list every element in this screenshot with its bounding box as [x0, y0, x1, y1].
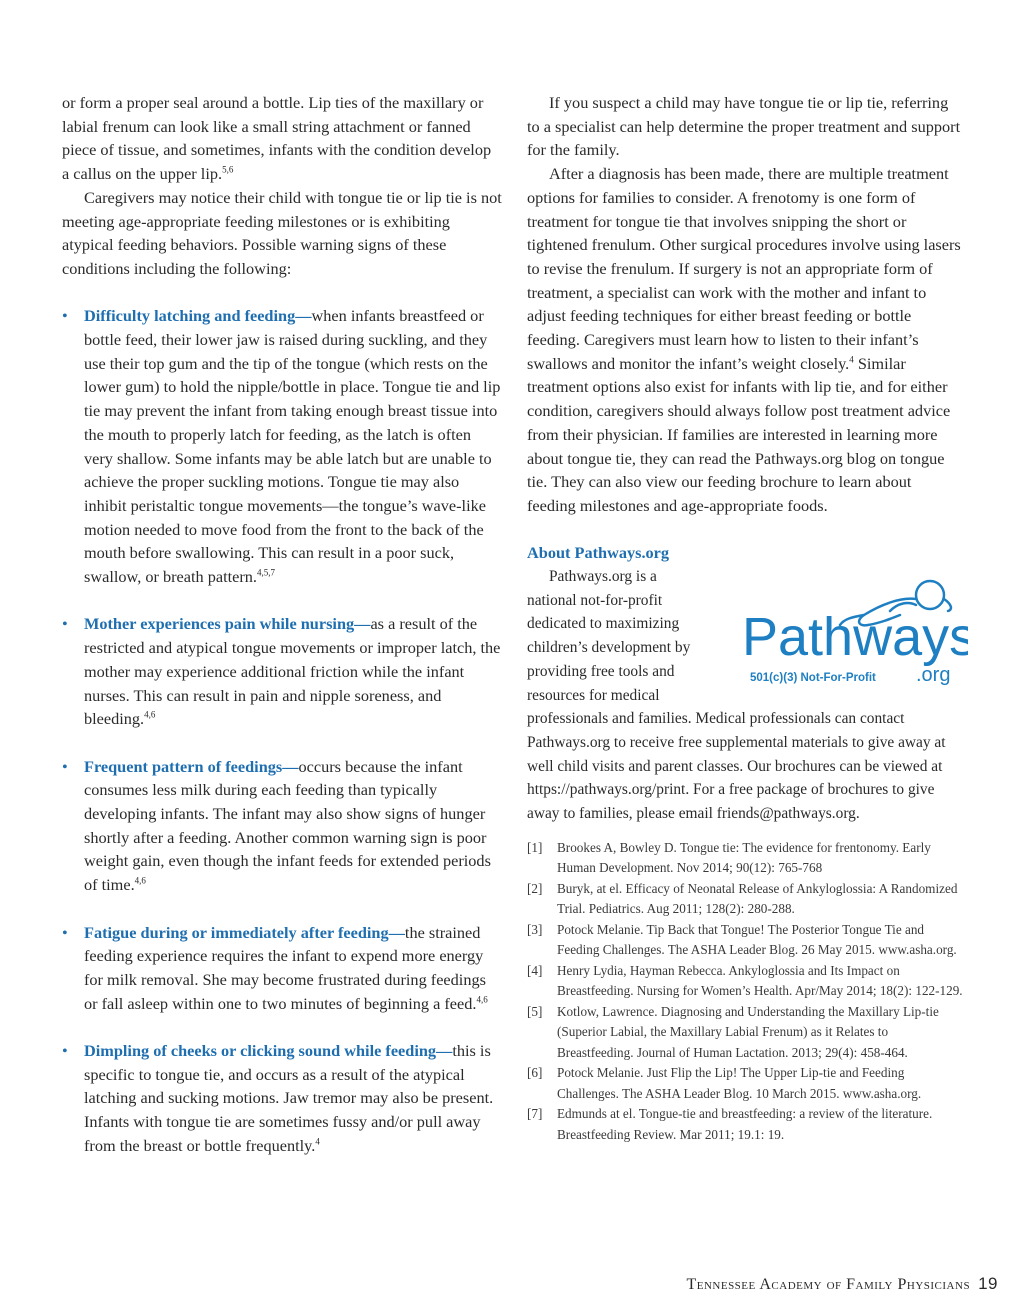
reference-item: [6] Potock Melanie. Just Flip the Lip! The Upper Lip-tie and Feeding Challenges. The ASHA Leader Blog. 10 March 2015. www.asha.org. — [527, 1065, 922, 1101]
paragraph-specialist: If you suspect a child may have tongue tie or lip tie, referring to a specialist can help determine the proper treatment and support for the family. — [527, 93, 961, 160]
list-item: • Frequent pattern of feedings—occurs because the infant consumes less milk during each feeding than typically developing infants. The infant may also show signs of hunger shortly after a feeding. Another common warning sign is poor weight gain, even though the infant feeds for extended periods of time.$^{4,6}$ — [62, 756, 491, 895]
reference-item: [2] Buryk, at el. Efficacy of Neonatal Release of Ankyloglossia: A Randomized Trial. Pediatrics. Aug 2011; 128(2): 280-288. — [527, 880, 958, 917]
right-column — [527, 91, 968, 1145]
bullet-icon: • — [62, 1041, 68, 1061]
paragraph-treatment: After a diagnosis has been made, there are multiple treatment options for families to consider. A frenotomy is one form of treatment for tongue tie that involves snipping the short or tightened frenulum. Other surgical procedures involve using lasers to revise the frenulum. If surgery is not an appropriate form of treatment, a specialist can work with the mother and infant to adjust feeding techniques for either breast feeding or bottle feeding. Caregivers must learn how to listen to their infant’s swallows and monitor the infant’s weight closely.$^4$ Similar treatment options also exist for infants with lip tie, and for either condition, caregivers should always follow post treatment advice from their physician. If families are interested in learning more about tongue tie, they can read the Pathways.org blog on tongue tie. They can also view our feeding brochure to learn about feeding milestones and age-appropriate foods. — [527, 164, 961, 515]
about-body: professionals and families. Medical professionals can contact Pathways.org to receive free supplemental materials to give away at well child visits and parent classes. Our brochures can be viewed at https://pathways.org/print. For a free package of brochures to give away to families, please email friends@pathways.org. — [527, 710, 946, 823]
bullet-icon: • — [62, 306, 68, 326]
left-column — [62, 91, 502, 1158]
reference-item: [7] Edmunds at el. Tongue-tie and breastfeeding: a review of the literature. Breastfeeding Review. Mar 2011; 19.1: 19. — [527, 1106, 933, 1142]
paragraph-lip-tie: or form a proper seal around a bottle. Lip ties of the maxillary or labial frenum can look like a small string attachment or fanned piece of tissue, and sometimes, infants with the condition develop a callus on the upper lip.$^{5,6}$ — [62, 93, 492, 184]
paragraph-warning-signs: Caregivers may notice their child with tongue tie or lip tie is not meeting age-appropriate feeding milestones or is exhibiting atypical feeding behaviors. Possible warning signs of these conditions including the following: — [62, 187, 502, 278]
bullet-icon: • — [62, 756, 68, 776]
about-intro: Pathways.org is a national not-for-profit dedicated to maximizing children’s development by providing free tools and resources for medical — [527, 568, 691, 704]
bullet-icon: • — [62, 922, 68, 942]
baby-logo-icon — [740, 571, 968, 691]
list-item: • Dimpling of cheeks or clicking sound while feeding—this is specific to tongue tie, and occurs as a result of the atypical latching and sucking motions. Jaw tremor may also be present. Infants with tongue tie are sometimes fussy and/or pull away from the breast or bottle frequently.$^4$ — [62, 1041, 494, 1155]
about-heading: About Pathways.org — [527, 543, 670, 563]
about-section — [527, 565, 968, 826]
reference-item: [3] Potock Melanie. Tip Back that Tongue! The Posterior Tongue Tie and Feeding Challenges. The ASHA Leader Blog. 26 May 2015. www.asha.org. — [527, 921, 957, 958]
list-item: • Mother experiences pain while nursing—as a result of the restricted and atypical tongue movements or improper latch, the mother may experience additional friction while the infant nurses. This can result in pain and nipple soreness, and bleeding.$^{4,6}$ — [62, 614, 501, 729]
list-item: • Difficulty latching and feeding—when infants breastfeed or bottle feed, their lower jaw is raised during suckling, and they use their top gum and the tip of the tongue (which rests on the lower gum) to hold the nipple/bottle in place. Tongue tie and lip tie may prevent the infant from taking enough breast tissue into the mouth to properly latch for feeding, as the latch is often very shallow. Some infants may be able latch but are unable to achieve the proper suckling motions. Tongue tie may also inhibit peristaltic tongue movements—the tongue’s wave-like motion needed to move food from the front to the back of the mouth before swallowing. This can result in a poor suck, swallow, or breath pattern.$^{4,5,7}$ — [62, 306, 501, 587]
references-list — [527, 838, 963, 1146]
reference-item: [5] Kotlow, Lawrence. Diagnosing and Understanding the Maxillary Lip-tie (Superior Labial, the Maxillary Labial Frenum) as it Relates to Breastfeeding. Journal of Human Lactation. 2013; 29(4): 458-464. — [527, 1003, 939, 1060]
reference-item: [1] Brookes A, Bowley D. Tongue tie: The evidence for frentonomy. Early Human Development. Nov 2014; 90(12): 765-768 — [527, 839, 931, 876]
reference-item: [4] Henry Lydia, Hayman Rebecca. Ankyloglossia and Its Impact on Breastfeeding. Nursing for Women’s Health. Apr/May 2014; 18(2): 122-129. — [527, 962, 963, 999]
page-number: 19 — [978, 1274, 998, 1293]
logo-word: Pathways — [742, 607, 968, 668]
list-item: • Fatigue during or immediately after feeding—the strained feeding experience requires the infant to expend more energy for milk removal. She may become frustrated during feedings or fall asleep within one to two minutes of beginning a feed.$^{4,6}$ — [62, 922, 488, 1013]
pathways-logo — [740, 571, 968, 691]
logo-tagline: 501(c)(3) Not-For-Profit — [750, 672, 876, 685]
logo-suffix: .org — [916, 664, 951, 687]
bullet-icon: • — [62, 614, 68, 634]
page-footer — [686, 1272, 998, 1297]
publication-name: Tennessee Academy of Family Physicians — [686, 1276, 971, 1293]
